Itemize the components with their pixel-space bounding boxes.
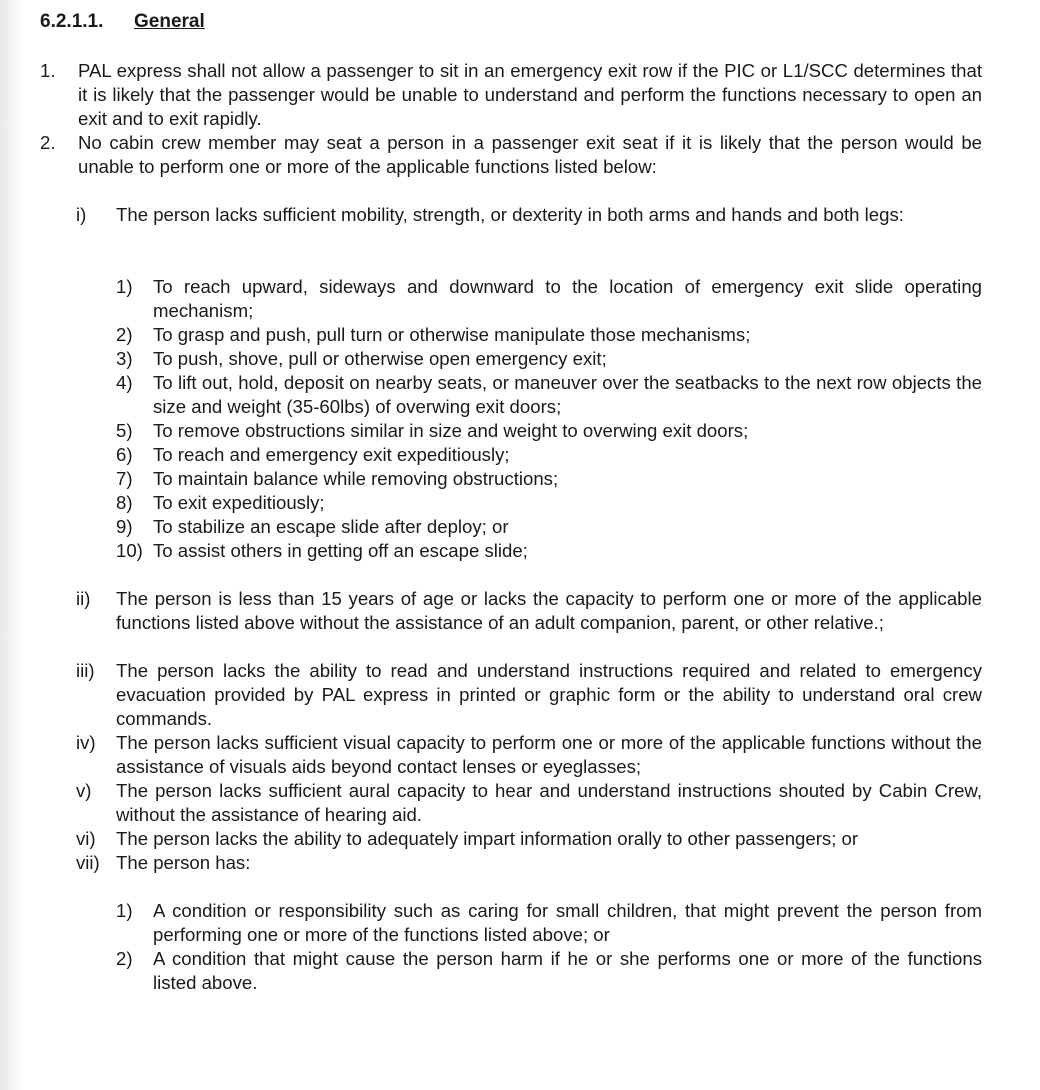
function-marker: 6) <box>116 444 133 465</box>
section-title: General <box>134 11 205 32</box>
function-text: To exit expeditiously; <box>153 492 325 513</box>
function-text: To reach and emergency exit expeditiously; <box>153 444 510 465</box>
list-marker: 2. <box>40 132 56 153</box>
section-heading <box>40 10 205 34</box>
function-item <box>116 347 982 371</box>
function-text: To push, shove, pull or otherwise open emergency exit; <box>153 348 607 369</box>
function-item <box>116 539 982 563</box>
function-item <box>116 947 982 995</box>
function-marker: 1) <box>116 276 133 297</box>
function-text: To reach upward, sideways and downward to the location of emergency exit slide operating mechanism; <box>153 276 982 321</box>
condition-text: The person lacks sufficient aural capacity to hear and understand instructions shouted by Cabin Crew, without the assistance of hearing aid. <box>116 780 982 825</box>
condition-text: The person has: <box>116 852 251 873</box>
condition-marker: iii) <box>76 660 95 681</box>
function-item <box>116 323 982 347</box>
function-marker: 7) <box>116 468 133 489</box>
condition-text: The person lacks the ability to adequately impart information orally to other passengers; or <box>116 828 859 849</box>
condition-marker: ii) <box>76 588 91 609</box>
function-marker: 1) <box>116 900 133 921</box>
condition-marker: iv) <box>76 732 96 753</box>
function-item <box>116 467 982 491</box>
condition-marker: i) <box>76 204 87 225</box>
function-item <box>116 275 982 323</box>
condition-marker: vi) <box>76 828 96 849</box>
condition-item <box>76 659 982 731</box>
condition-text: The person is less than 15 years of age or lacks the capacity to perform one or more of the applicable functions listed above without the assistance of an adult companion, parent, or other relative.; <box>116 588 982 633</box>
list-item <box>40 59 982 131</box>
condition-item <box>76 587 982 635</box>
function-text: To stabilize an escape slide after deploy; or <box>153 516 509 537</box>
condition-marker: vii) <box>76 852 100 873</box>
function-text: A condition that might cause the person harm if he or she performs one or more of the functions listed above. <box>153 948 982 993</box>
function-text: To maintain balance while removing obstructions; <box>153 468 559 489</box>
condition-text: The person lacks the ability to read and understand instructions required and related to emergency evacuation provided by PAL express in printed or graphic form or the ability to understand oral crew commands. <box>116 660 982 729</box>
section-number: 6.2.1.1. <box>40 11 104 32</box>
function-marker: 10) <box>116 540 143 561</box>
function-marker: 2) <box>116 948 133 969</box>
condition-item <box>76 203 982 227</box>
function-item <box>116 515 982 539</box>
function-item <box>116 491 982 515</box>
function-marker: 3) <box>116 348 133 369</box>
list-item <box>40 131 982 179</box>
function-marker: 4) <box>116 372 133 393</box>
condition-marker: v) <box>76 780 92 801</box>
function-item <box>116 419 982 443</box>
function-marker: 8) <box>116 492 133 513</box>
function-text: To lift out, hold, deposit on nearby seats, or maneuver over the seatbacks to the next row objects the size and weight (35-60lbs) of overwing exit doors; <box>153 372 982 417</box>
condition-text: The person lacks sufficient mobility, strength, or dexterity in both arms and hands and both legs: <box>116 204 904 225</box>
function-text: A condition or responsibility such as caring for small children, that might prevent the person from performing one or more of the functions listed above; or <box>153 900 982 945</box>
condition-item <box>76 779 982 827</box>
condition-item <box>76 731 982 779</box>
function-marker: 9) <box>116 516 133 537</box>
function-marker: 5) <box>116 420 133 441</box>
function-marker: 2) <box>116 324 133 345</box>
condition-item <box>76 851 982 875</box>
function-text: To remove obstructions similar in size and weight to overwing exit doors; <box>153 420 749 441</box>
page-edge-shadow <box>0 0 24 1090</box>
function-text: To grasp and push, pull turn or otherwise manipulate those mechanisms; <box>153 324 751 345</box>
list-marker: 1. <box>40 60 56 81</box>
function-item <box>116 443 982 467</box>
function-item <box>116 371 982 419</box>
condition-text: The person lacks sufficient visual capacity to perform one or more of the applicable functions without the assistance of visuals aids beyond contact lenses or eyeglasses; <box>116 732 982 777</box>
function-item <box>116 899 982 947</box>
function-text: To assist others in getting off an escape slide; <box>153 540 528 561</box>
list-item-text: No cabin crew member may seat a person in a passenger exit seat if it is likely that the person would be unable to perform one or more of the applicable functions listed below: <box>78 132 982 177</box>
list-item-text: PAL express shall not allow a passenger to sit in an emergency exit row if the PIC or L1/SCC determines that it is likely that the passenger would be unable to understand and perform the functions necessary to open an exit and to exit rapidly. <box>78 60 982 129</box>
condition-item <box>76 827 982 851</box>
